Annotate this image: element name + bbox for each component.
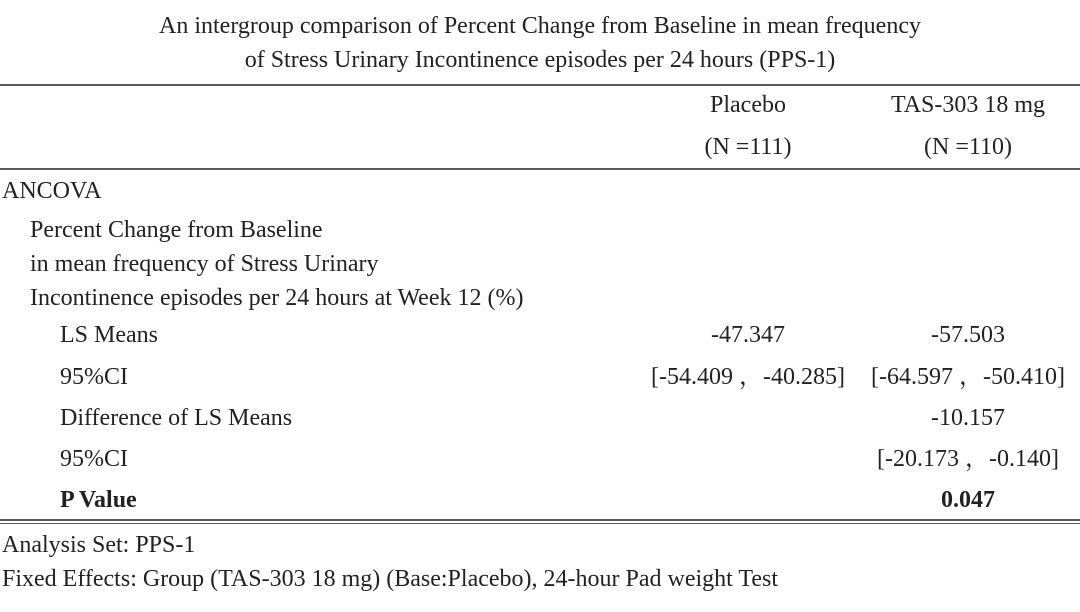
tas303-value: -57.503 (931, 322, 1005, 348)
column-header-tas303-n: (N =110) (924, 134, 1012, 160)
table-bottom-rule (0, 519, 1080, 521)
column-header-tas303: TAS-303 18 mg (890, 92, 1046, 118)
tas303-value: [-64.597 ，-50.410] (871, 364, 1065, 390)
column-header-placebo-n: (N =111) (704, 134, 792, 160)
tas303-value: [-20.173 ，-0.140] (877, 446, 1059, 472)
table-top-rule (0, 84, 1080, 86)
row-label: LS Means (60, 322, 158, 348)
section-label: ANCOVA (2, 178, 102, 204)
placebo-value: [-54.409 ，-40.285] (651, 364, 845, 390)
table-bottom-rule-2 (0, 523, 1080, 524)
row-label: 95%CI (60, 446, 128, 472)
footnote-fixed-effects: Fixed Effects: Group (TAS-303 18 mg) (Base:Placebo), 24-hour Pad weight Test (2, 566, 779, 592)
table-title-line-1: An intergroup comparison of Percent Change from Baseline in mean frequency (159, 13, 921, 39)
endpoint-line-1: Percent Change from Baseline (30, 217, 323, 243)
header-rule (0, 168, 1080, 170)
tas303-value: 0.047 (941, 487, 995, 513)
endpoint-line-2: in mean frequency of Stress Urinary (30, 251, 379, 277)
endpoint-line-3: Incontinence episodes per 24 hours at Week 12 (%) (30, 285, 524, 311)
row-label: Difference of LS Means (60, 405, 293, 431)
column-header-placebo: Placebo (710, 92, 786, 118)
table-title-line-2: of Stress Urinary Incontinence episodes per 24 hours (PPS-1) (244, 47, 836, 73)
tas303-value: -10.157 (931, 405, 1005, 431)
row-label: P Value (60, 487, 137, 513)
footnote-analysis-set: Analysis Set: PPS-1 (2, 532, 196, 558)
placebo-value: -47.347 (711, 322, 785, 348)
row-label: 95%CI (60, 364, 128, 390)
